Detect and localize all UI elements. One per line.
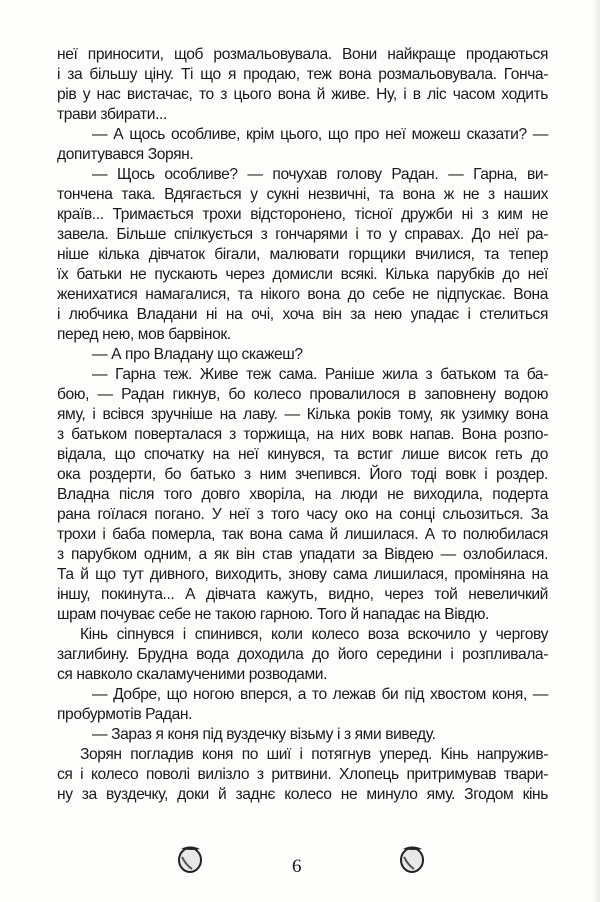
text-line: і за більшу ціну. Ті що я продаю, теж вона розмальовувала. Гонча-	[57, 66, 548, 83]
text-line: трохи і баба померла, так вона сама й лишилася. А то полюбилася	[57, 526, 548, 543]
text-line: відала, що спочатку на неї кинувся, та встиг лише висок геть до	[57, 446, 548, 463]
text-line: допитувався Зорян.	[57, 146, 194, 163]
text-line: неї приносити, щоб розмальовувала. Вони найкраще продаються	[57, 46, 548, 63]
text-line: рів у нас вистачає, то з цього вона й живе. Ну, і в ліс часом ходить	[57, 86, 548, 103]
text-line: бою, — Радан гикнув, бо колесо провалилося в заповнену водою	[57, 386, 548, 403]
text-line: їх батьки не пускають через домисли всякі. Кілька парубків до неї	[57, 266, 548, 283]
text-line: країв... Тримається трохи відсторонено, тісної дружби ні з ким не	[57, 206, 548, 223]
text-line: Зорян погладив коня по шиї і потягнув уперед. Кінь напружив-	[80, 746, 548, 763]
text-line: женихатися намагалися, та нікого вона до себе не підпускає. Вона	[57, 286, 548, 303]
text-line: перед нею, мов барвінок.	[57, 326, 231, 343]
text-line: яму, і всівся зручніше на лаву. — Кілька років тому, як узимку вона	[57, 406, 548, 423]
text-line: — Гарна теж. Живе теж сама. Раніше жила з батьком та ба-	[92, 366, 548, 383]
text-line: з парубком одним, а як він став упадати за Вівдею — озлобилася.	[57, 546, 548, 563]
page-number: 6	[292, 856, 302, 877]
text-line: трави збирати...	[57, 106, 167, 123]
text-line: — Щось особливе? — почухав голову Радан. — Гарна, ви-	[92, 166, 548, 183]
apple-icon	[176, 843, 204, 873]
page-edge-shadow	[592, 0, 600, 902]
text-line: тончена така. Вдягається у сукні незвичні, та вона ж не з наших	[57, 186, 548, 203]
text-line: іншу, покинута... А дівчата кажуть, видно, через той невеличкий	[57, 586, 548, 603]
text-line: ся і колесо поволі вилізло з ритвини. Хлопець притримував твари-	[57, 766, 548, 783]
text-line: — Добре, що ногою вперся, а то лежав би під хвостом коня, —	[92, 686, 548, 703]
text-line: і любчика Владани ні на очі, хоча він за нею упадає і стелиться	[57, 306, 548, 323]
text-line: пробурмотів Радан.	[57, 706, 193, 723]
text-line: рана гоїлася погано. У неї з того часу око на сонці сльозиться. За	[57, 506, 548, 523]
text-line: ся навколо скаламученими розводами.	[57, 666, 328, 683]
text-line: — А щось особливе, крім цього, що про неї можеш сказати? —	[92, 126, 548, 143]
page-body-text	[57, 45, 548, 805]
text-line: ока роздерти, бо батько з ним зчепився. Його тоді вовк і роздер.	[57, 466, 548, 483]
text-line: — Зараз я коня під вуздечку візьму і з ями виведу.	[92, 726, 436, 743]
text-line: Та й що тут дивного, виходить, знову сама лишилася, проміняна на	[57, 566, 548, 583]
text-line: Владна після того довго хворіла, на люди не виходила, подерта	[57, 486, 548, 503]
text-line: завела. Більше спілкується з гончарями і то у справах. До неї ра-	[57, 226, 548, 243]
text-line: ну за вуздечку, доки й заднє колесо не минуло яму. Згодом кінь	[57, 786, 548, 803]
text-line: — А про Владану що скажеш?	[92, 346, 303, 363]
text-line: ніше кілька дівчаток бігали, малювати горщики вчилися, та тепер	[57, 246, 548, 263]
text-line: шрам почуває себе не такою гарною. Того й нападає на Вівдю.	[57, 606, 489, 623]
text-line: Кінь сіпнувся і спинився, коли колесо воза вскочило у чергову	[80, 626, 548, 643]
apple-icon	[398, 843, 426, 873]
text-line: заглибину. Брудна вода доходила до його середини і розпливала-	[57, 646, 548, 663]
text-line: з батьком поверталася з торжища, на них вовк напав. Вона розпо-	[57, 426, 548, 443]
